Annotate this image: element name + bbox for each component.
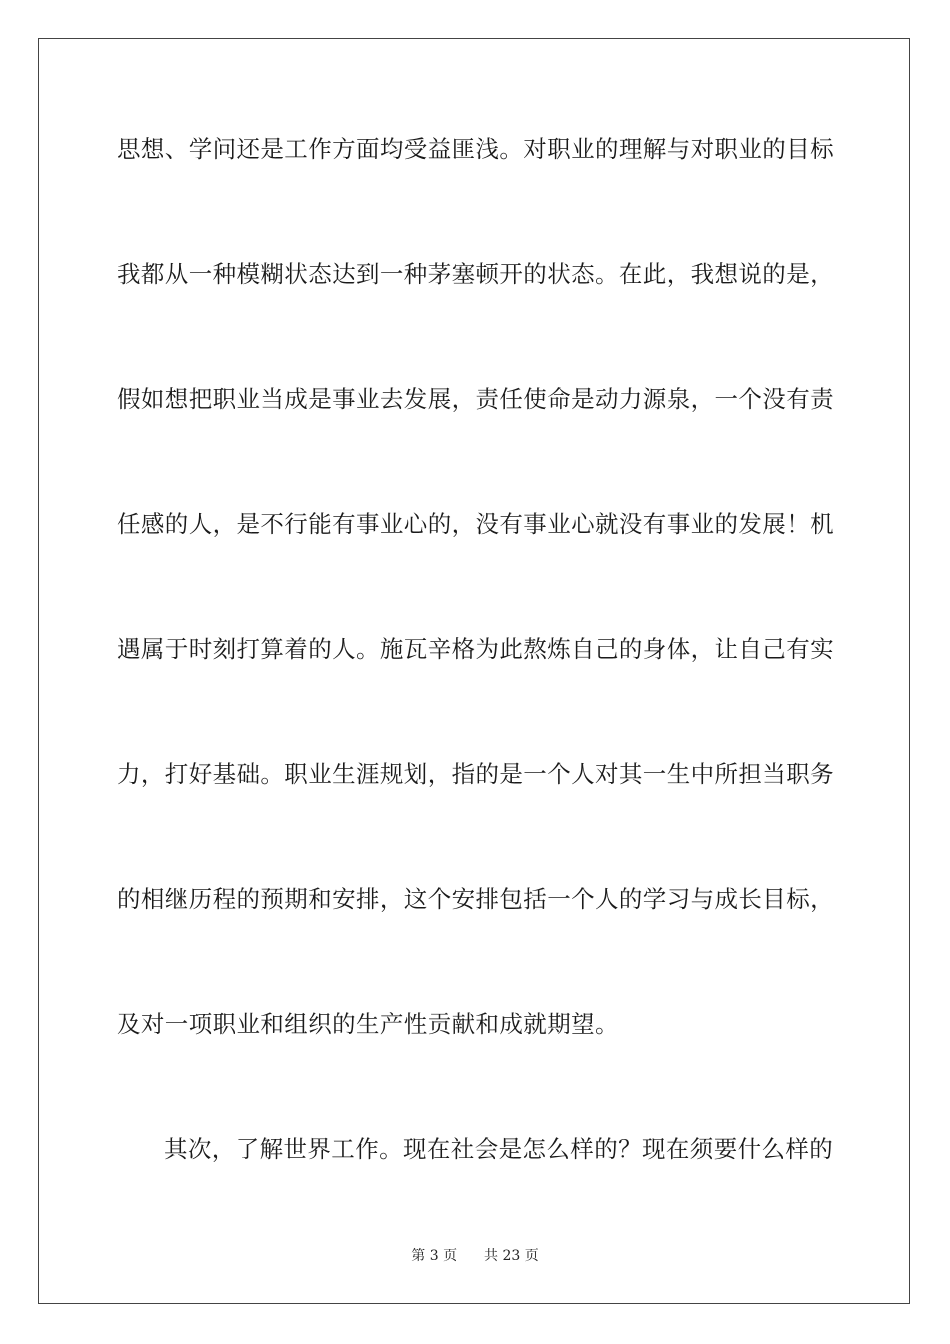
page-number: 第 3 页 [411,1248,458,1264]
paragraph-first-line: 其次，了解世界工作。现在社会是怎么样的？现在须要什么样的 [164,1135,834,1163]
body-text-line: 假如想把职业当成是事业去发展，责任使命是动力源泉，一个没有责 [117,385,834,413]
page-footer [0,1247,950,1265]
body-text-line: 及对一项职业和组织的生产性贡献和成就期望。 [117,1010,619,1038]
body-text-line: 任感的人，是不行能有事业心的，没有事业心就没有事业的发展！机 [117,510,834,538]
body-text-line: 我都从一种模糊状态达到一种茅塞顿开的状态。在此，我想说的是， [117,260,834,288]
total-pages: 共 23 页 [484,1248,539,1264]
body-text-line: 力，打好基础。职业生涯规划，指的是一个人对其一生中所担当职务 [117,760,834,788]
body-text-line: 遇属于时刻打算着的人。施瓦辛格为此熬炼自己的身体，让自己有实 [117,635,834,663]
body-text-line: 思想、学问还是工作方面均受益匪浅。对职业的理解与对职业的目标 [117,135,834,163]
body-text-line: 的相继历程的预期和安排，这个安排包括一个人的学习与成长目标， [117,885,834,913]
page-border [38,38,910,1304]
